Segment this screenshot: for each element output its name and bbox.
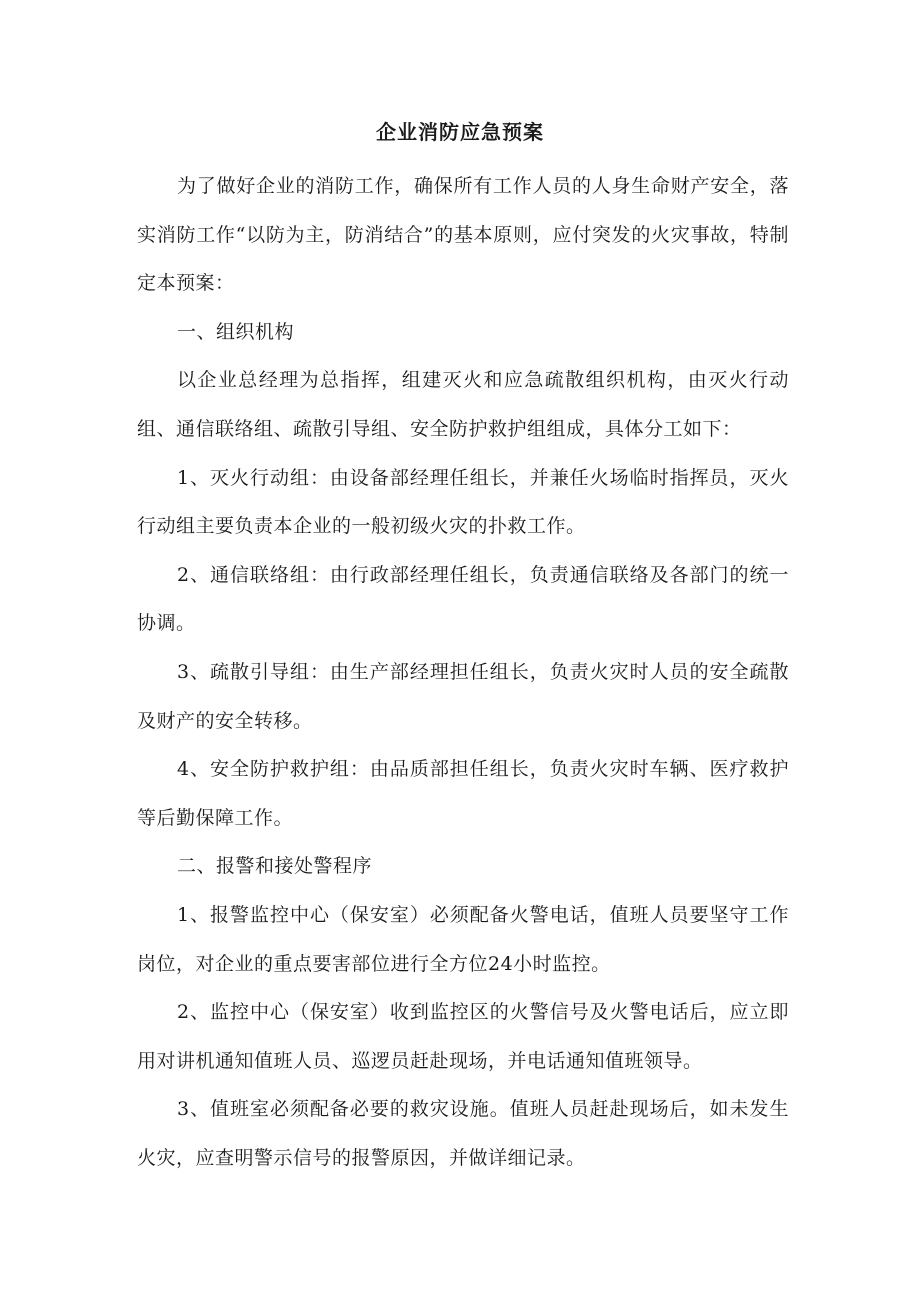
section-heading-organization: 一、组织机构: [177, 320, 295, 343]
document-body: [137, 162, 789, 1182]
list-item-alarm-monitoring: 1、报警监控中心（保安室）必须配备火警电话，值班人员要坚守工作岗位，对企业的重点要害部位进行全方位24小时监控。: [137, 903, 789, 975]
list-item-fire-fighting-group: 1、灭火行动组：由设备部经理任组长，并兼任火场临时指挥员，灭火行动组主要负责本企业的一般初级火灾的扑救工作。: [137, 466, 789, 538]
intro-paragraph: 为了做好企业的消防工作，确保所有工作人员的人身生命财产安全，落实消防工作“以防为主，防消结合”的基本原则，应付突发的火灾事故，特制定本预案：: [137, 175, 789, 295]
list-item-duty-room: 3、值班室必须配备必要的救灾设施。值班人员赶赴现场后，如未发生火灾，应查明警示信号的报警原因，并做详细记录。: [137, 1098, 789, 1169]
organization-paragraph: 以企业总经理为总指挥，组建灭火和应急疏散组织机构，由灭火行动组、通信联络组、疏散引导组、安全防护救护组组成，具体分工如下：: [137, 369, 789, 440]
list-item-safety-rescue-group: 4、安全防护救护组：由品质部担任组长，负责火灾时车辆、医疗救护等后勤保障工作。: [137, 758, 789, 829]
section-heading-alarm-procedure: 二、报警和接处警程序: [177, 855, 373, 878]
list-item-evacuation-group: 3、疏散引导组：由生产部经理担任组长，负责火灾时人员的安全疏散及财产的安全转移。: [137, 660, 789, 732]
document-title: 企业消防应急预案: [376, 120, 544, 144]
list-item-communication-group: 2、通信联络组：由行政部经理任组长，负责通信联络及各部门的统一协调。: [137, 563, 789, 635]
list-item-monitoring-response: 2、监控中心（保安室）收到监控区的火警信号及火警电话后，应立即用对讲机通知值班人员、巡逻员赶赴现场，并电话通知值班领导。: [137, 1001, 789, 1072]
